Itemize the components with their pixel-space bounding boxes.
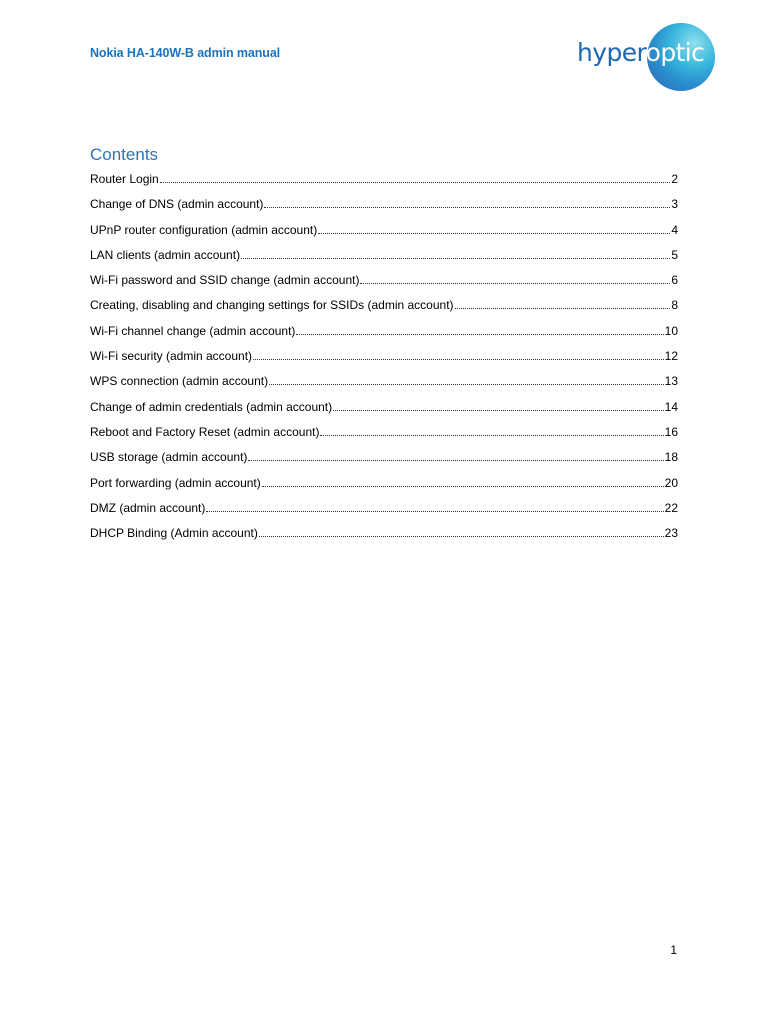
toc-entry-page[interactable]: 22 <box>664 500 678 515</box>
logo-text: hyperoptic <box>577 38 705 67</box>
toc-entry-page[interactable]: 5 <box>671 247 678 262</box>
toc-entry[interactable] <box>90 246 678 271</box>
toc-entry[interactable] <box>90 195 678 220</box>
toc-entry[interactable] <box>90 499 678 524</box>
toc-entry-label[interactable]: Creating, disabling and changing settings for SSIDs (admin account) <box>90 298 454 313</box>
toc-entry-label[interactable]: Change of admin credentials (admin account) <box>90 399 333 414</box>
toc-entry-page[interactable]: 8 <box>671 298 678 313</box>
toc-entry-page[interactable]: 4 <box>671 222 678 237</box>
toc-dot-leader <box>264 207 670 208</box>
toc-entry-page[interactable]: 10 <box>664 323 678 338</box>
toc-entry[interactable] <box>90 372 678 397</box>
toc-entry[interactable] <box>90 347 678 372</box>
toc-entry-page[interactable]: 3 <box>671 197 678 212</box>
hyperoptic-logo <box>577 23 719 91</box>
toc-entry-label[interactable]: Wi-Fi security (admin account) <box>90 349 253 364</box>
toc-dot-leader <box>318 233 670 234</box>
toc-entry-page[interactable]: 16 <box>664 424 678 439</box>
page-number: 1 <box>670 943 677 957</box>
toc-entry[interactable] <box>90 271 678 296</box>
table-of-contents <box>90 170 678 549</box>
toc-entry-label[interactable]: DHCP Binding (Admin account) <box>90 526 258 541</box>
toc-entry-page[interactable]: 2 <box>671 172 678 186</box>
toc-entry-label[interactable]: Change of DNS (admin account) <box>90 197 264 212</box>
toc-dot-leader <box>248 460 663 461</box>
toc-entry[interactable] <box>90 398 678 423</box>
toc-dot-leader <box>253 359 664 360</box>
toc-entry-label[interactable]: LAN clients (admin account) <box>90 247 241 262</box>
toc-dot-leader <box>160 182 671 183</box>
toc-dot-leader <box>360 283 670 284</box>
toc-dot-leader <box>262 486 664 487</box>
toc-entry[interactable] <box>90 322 678 347</box>
toc-entry-page[interactable]: 14 <box>664 399 678 414</box>
toc-entry-page[interactable]: 12 <box>664 349 678 364</box>
toc-entry-label[interactable]: Router Login <box>90 172 159 186</box>
toc-entry[interactable] <box>90 524 678 549</box>
toc-dot-leader <box>320 435 663 436</box>
toc-dot-leader <box>296 334 663 335</box>
toc-dot-leader <box>455 308 671 309</box>
toc-entry-label[interactable]: UPnP router configuration (admin account) <box>90 222 318 237</box>
toc-entry[interactable] <box>90 423 678 448</box>
toc-dot-leader <box>269 384 664 385</box>
toc-entry-page[interactable]: 18 <box>664 450 678 465</box>
header-title: Nokia HA-140W-B admin manual <box>90 46 281 60</box>
toc-entry[interactable] <box>90 474 678 499</box>
toc-entry[interactable] <box>90 296 678 321</box>
toc-entry-page[interactable]: 20 <box>664 475 678 490</box>
toc-dot-leader <box>333 410 664 411</box>
toc-entry-label[interactable]: Port forwarding (admin account) <box>90 475 261 490</box>
toc-entry[interactable] <box>90 170 678 195</box>
toc-entry-label[interactable]: Wi-Fi channel change (admin account) <box>90 323 296 338</box>
toc-dot-leader <box>259 536 664 537</box>
toc-entry-page[interactable]: 13 <box>664 374 678 389</box>
toc-dot-leader <box>241 258 670 259</box>
toc-entry-label[interactable]: USB storage (admin account) <box>90 450 248 465</box>
toc-entry-page[interactable]: 23 <box>664 526 678 541</box>
toc-dot-leader <box>206 511 663 512</box>
toc-entry-page[interactable]: 6 <box>671 273 678 288</box>
toc-entry-label[interactable]: DMZ (admin account) <box>90 500 206 515</box>
toc-entry[interactable] <box>90 448 678 473</box>
toc-entry-label[interactable]: WPS connection (admin account) <box>90 374 269 389</box>
toc-entry-label[interactable]: Reboot and Factory Reset (admin account) <box>90 424 320 439</box>
toc-heading: Contents <box>90 145 159 164</box>
toc-entry-label[interactable]: Wi-Fi password and SSID change (admin account) <box>90 273 360 288</box>
toc-entry[interactable] <box>90 221 678 246</box>
